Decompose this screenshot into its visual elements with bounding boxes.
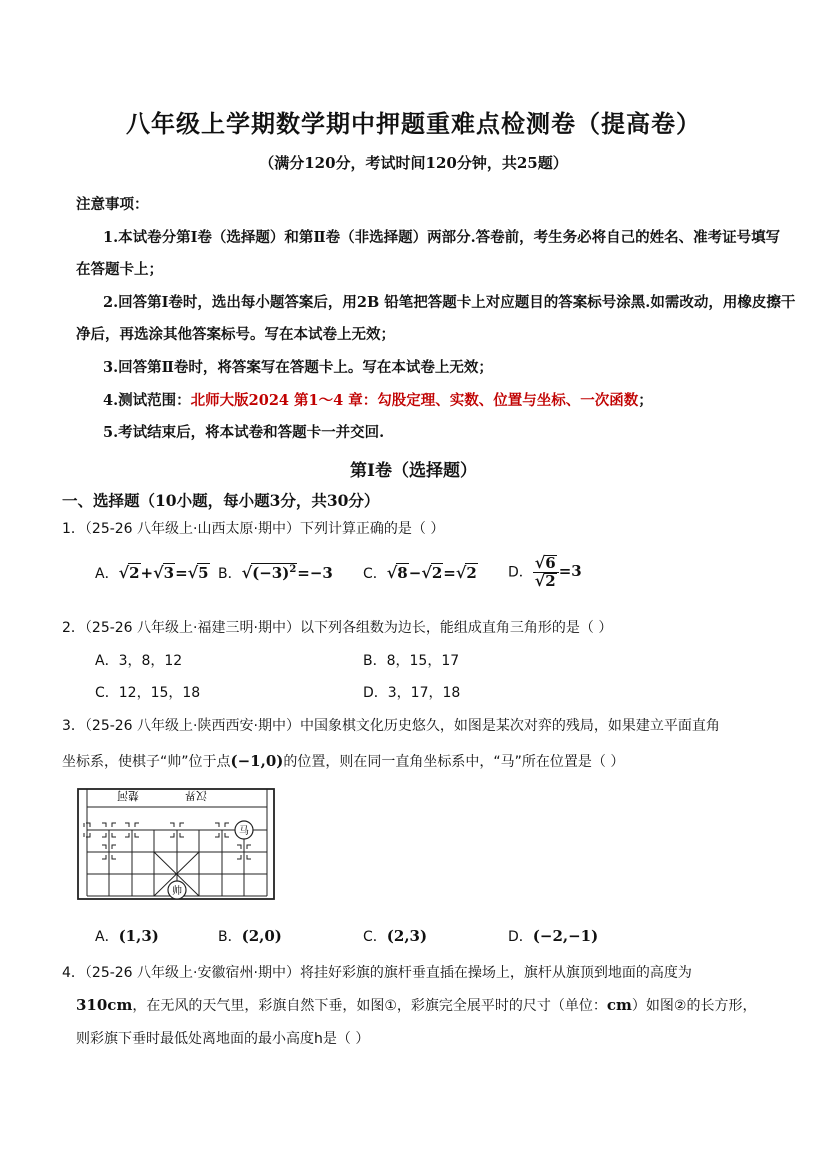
notice-item-4-prefix: 4.测试范围： [103,392,191,409]
q1-a-plus: + [140,564,154,582]
q4-stem-line-2 [76,995,756,1015]
general-piece [168,881,186,899]
q1-label-c: C． [363,566,387,582]
q3-c-value: (2,3) [386,927,428,945]
notice-item-4 [103,389,653,410]
section-title: 第Ⅰ卷（选择题） [350,461,477,481]
q1-c-radicand-2: 2 [431,564,443,582]
q1-c-radicand-1: 8 [397,564,408,582]
q1-b-result: =−3 [297,564,333,582]
q1-a-radicand-2: 3 [163,564,175,582]
q4-unit: cm [606,996,632,1014]
q4-stem-line-2-tail: ）如图②的长方形， [631,998,757,1014]
horse-label: 马 [239,826,249,837]
q3-option-b[interactable] [218,926,282,946]
q1-a-radicand-3: 5 [198,564,209,582]
notice-item-1-line-2: 在答题卡上； [76,261,163,278]
q3-stem-post: 的位置，则在同一直角坐标系中，“马”所在位置是（ ） [283,754,625,770]
q4-stem-line-1: 4．（25-26 八年级上·安徽宿州·期中）将挂好彩旗的旗杆垂直插在操场上，旗杆从旗顶到地面的高度为 [62,965,692,981]
river-text-left: 楚河 [117,789,139,802]
q1-a-radicand-1: 2 [129,564,140,582]
q1-d-numerator: 6 [545,554,556,572]
q3-stem-line-2 [62,751,624,771]
general-label: 帅 [172,886,182,897]
q1-d-result: =3 [558,562,582,581]
notice-item-4-suffix: ； [638,392,653,409]
q3-stem-pre: 坐标系，使棋子“帅”位于点 [62,754,231,770]
notice-item-1-line-1: 1.本试卷分第Ⅰ卷（选择题）和第Ⅱ卷（非选择题）两部分.答卷前，考生务必将自己的姓名、准考证号填写 [103,229,781,246]
chess-board-figure [77,788,277,901]
notice-item-2-line-1: 2.回答第Ⅰ卷时，选出每小题答案后，用2B 铅笔把答题卡上对应题目的答案标号涂黑.如需改动，用橡皮擦干 [103,294,796,311]
q1-label-a: A． [95,566,119,582]
q1-a-equals: = [175,564,188,582]
river-text-right: 汉界 [185,789,207,802]
notice-item-5: 5.考试结束后，将本试卷和答题卡一并交回. [103,424,385,441]
q1-c-radicand-3: 2 [466,564,477,582]
notice-heading: 注意事项： [76,196,149,213]
q1-c-minus: − [408,564,422,582]
q1-label-b: B． [218,566,242,582]
q3-option-c[interactable] [363,926,427,946]
q1-option-d[interactable]: D． $\frac{√6}{√2}$ =3 [508,553,582,590]
horse-piece [235,821,253,839]
test-range: 北师大版2024 第1～4 章：勾股定理、实数、位置与坐标、一次函数 [190,392,639,409]
page-title: 八年级上学期数学期中押题重难点检测卷（提高卷） [126,109,701,138]
q1-d-denominator: 2 [545,571,556,590]
notice-item-2-line-2: 净后，再选涂其他答案标号。写在本试卷上无效； [76,326,395,343]
q3-stem-line-1: 3．（25-26 八年级上·陕西西安·期中）中国象棋文化历史悠久，如图是某次对弈的残局，如果建立平面直角 [62,718,720,734]
q2-option-c[interactable]: C．12，15，18 [95,685,201,701]
q1-option-c[interactable]: C．√8−√2=√2 [363,563,477,582]
q3-d-value: (−2,−1) [532,927,599,945]
q3-option-d[interactable] [508,926,598,946]
q2-option-a[interactable]: A．3，8，12 [95,653,183,669]
q3-label-c: C． [363,929,387,945]
q3-general-point: (−1,0) [230,752,284,770]
q1-option-b[interactable]: B．$√(-3)^2=-3$ [218,563,333,582]
q1-label-d: D． [508,564,533,581]
q2-stem: 2．（25-26 八年级上·福建三明·期中）以下列各组数为边长，能组成直角三角形的是（ ） [62,620,613,636]
q4-stem-line-3: 则彩旗下垂时最低处离地面的最小高度h是（ ） [76,1031,370,1047]
q2-option-d[interactable]: D．3，17，18 [363,685,461,701]
q4-stem-line-2-body: ，在无风的天气里，彩旗自然下垂，如图①，彩旗完全展平时的尺寸（单位： [132,998,607,1014]
q4-height-value: 310cm [76,996,133,1014]
q1-option-a[interactable]: A．√2+√3=√5 [95,563,209,582]
q2-option-b[interactable]: B．8，15，17 [363,653,460,669]
q1-c-equals: = [443,564,456,582]
q1-b-exponent: 2 [289,564,297,575]
q3-option-a[interactable] [95,926,159,946]
q3-label-b: B． [218,929,242,945]
q1-b-inner: (−3) [252,564,290,582]
q3-label-d: D． [508,929,533,945]
q1-stem: 1．（25-26 八年级上·山西太原·期中）下列计算正确的是（ ） [62,521,445,537]
part-heading: 一、选择题（10小题，每小题3分，共30分） [62,491,380,510]
page-subtitle: （满分120分，考试时间120分钟，共25题） [259,154,568,172]
q3-label-a: A． [95,929,119,945]
q3-b-value: (2,0) [241,927,282,945]
q3-a-value: (1,3) [118,927,159,945]
notice-item-3: 3.回答第Ⅱ卷时，将答案写在答题卡上。写在本试卷上无效； [103,359,493,376]
